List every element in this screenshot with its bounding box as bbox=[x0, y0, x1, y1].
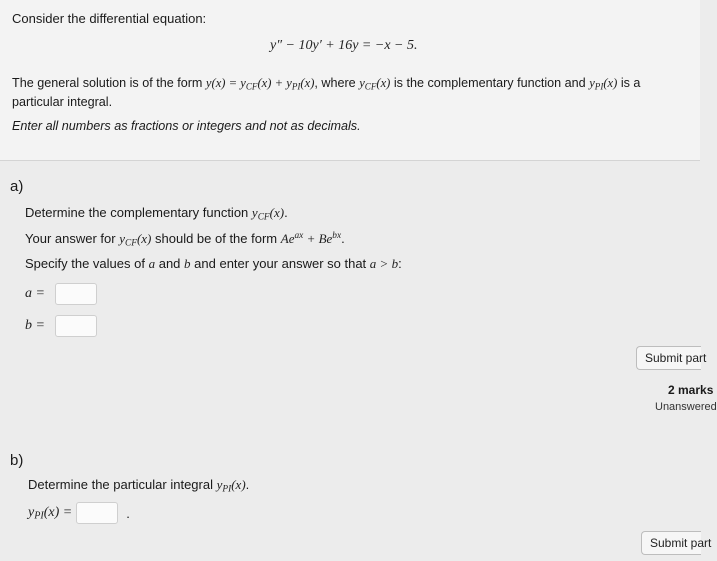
ypi-period: . bbox=[126, 505, 130, 521]
b-input[interactable] bbox=[55, 315, 97, 337]
part-b-label: b) bbox=[10, 452, 24, 469]
part-a-status: Unanswered bbox=[655, 401, 717, 413]
ypi-label: $y_{PI}(x)$ = bbox=[28, 504, 73, 522]
ycf-math: $y_{CF}(x)$ bbox=[251, 205, 285, 223]
part-a-determine-text: Determine the complementary function bbox=[25, 205, 249, 220]
a-label: a = bbox=[25, 286, 45, 301]
answer-row-ypi bbox=[28, 502, 130, 524]
var-b-math: b bbox=[184, 256, 191, 271]
part-b-determine-text: Determine the particular integral bbox=[28, 477, 213, 492]
specify-prefix: Specify the values of bbox=[25, 256, 145, 271]
specify-and: and bbox=[158, 256, 181, 271]
submit-part-b-button[interactable]: Submit part bbox=[641, 531, 701, 555]
part-a-label: a) bbox=[10, 178, 24, 195]
answer-row-a bbox=[25, 283, 97, 305]
general-solution-text bbox=[12, 76, 640, 91]
instruction-text: Enter all numbers as fractions or integers and not as decimals. bbox=[12, 119, 361, 133]
part-a-question: Determine the complementary function $y_{CF}(x)$. bbox=[25, 205, 288, 223]
part-a-marks: 2 marks bbox=[668, 383, 714, 397]
answer-row-b bbox=[25, 315, 97, 337]
form-middle: should be of the form bbox=[155, 231, 278, 247]
general-middle: , where bbox=[314, 76, 356, 90]
part-b-question: Determine the particular integral $y_{PI}(x)$. bbox=[28, 477, 250, 495]
form-prefix: Your answer for bbox=[25, 231, 116, 247]
ypi-math: $y_{PI}(x)$ bbox=[589, 76, 618, 92]
ycf-math: $y_{CF}(x)$ bbox=[359, 76, 391, 92]
general-tail: is a bbox=[620, 76, 641, 90]
specify-suffix: and enter your answer so that bbox=[194, 256, 367, 271]
question-intro bbox=[0, 0, 700, 161]
ypi-math: $y_{PI}(x)$ bbox=[216, 477, 246, 495]
a-input[interactable] bbox=[55, 283, 97, 305]
differential-equation: y″ − 10y′ + 16y = −x − 5. bbox=[270, 38, 418, 53]
general-solution-line2: particular integral. bbox=[12, 95, 113, 109]
question-heading: Consider the differential equation: bbox=[12, 11, 207, 26]
var-a-math: a bbox=[148, 256, 156, 271]
form-math: $Ae^{ax} + Be^{bx}$ bbox=[280, 231, 342, 247]
part-a-form-hint: Your answer for $y_{CF}(x)$ should be of the form $Ae^{ax} + Be^{bx}$. bbox=[25, 231, 345, 249]
general-prefix: The general solution is of the form bbox=[12, 76, 203, 90]
ypi-input[interactable] bbox=[76, 502, 118, 524]
submit-part-a-button[interactable]: Submit part bbox=[636, 346, 701, 370]
ycf-math: $y_{CF}(x)$ bbox=[119, 231, 152, 249]
part-a-specify: Specify the values of a and b and enter your answer so that a > b: bbox=[25, 256, 402, 271]
general-mid2: is the complementary function and bbox=[393, 76, 586, 90]
inequality-math: a > b bbox=[369, 256, 399, 271]
b-label: b = bbox=[25, 318, 45, 333]
general-form-math: $y(x) = y_{CF}(x) + y_{PI}(x)$ bbox=[205, 76, 315, 92]
